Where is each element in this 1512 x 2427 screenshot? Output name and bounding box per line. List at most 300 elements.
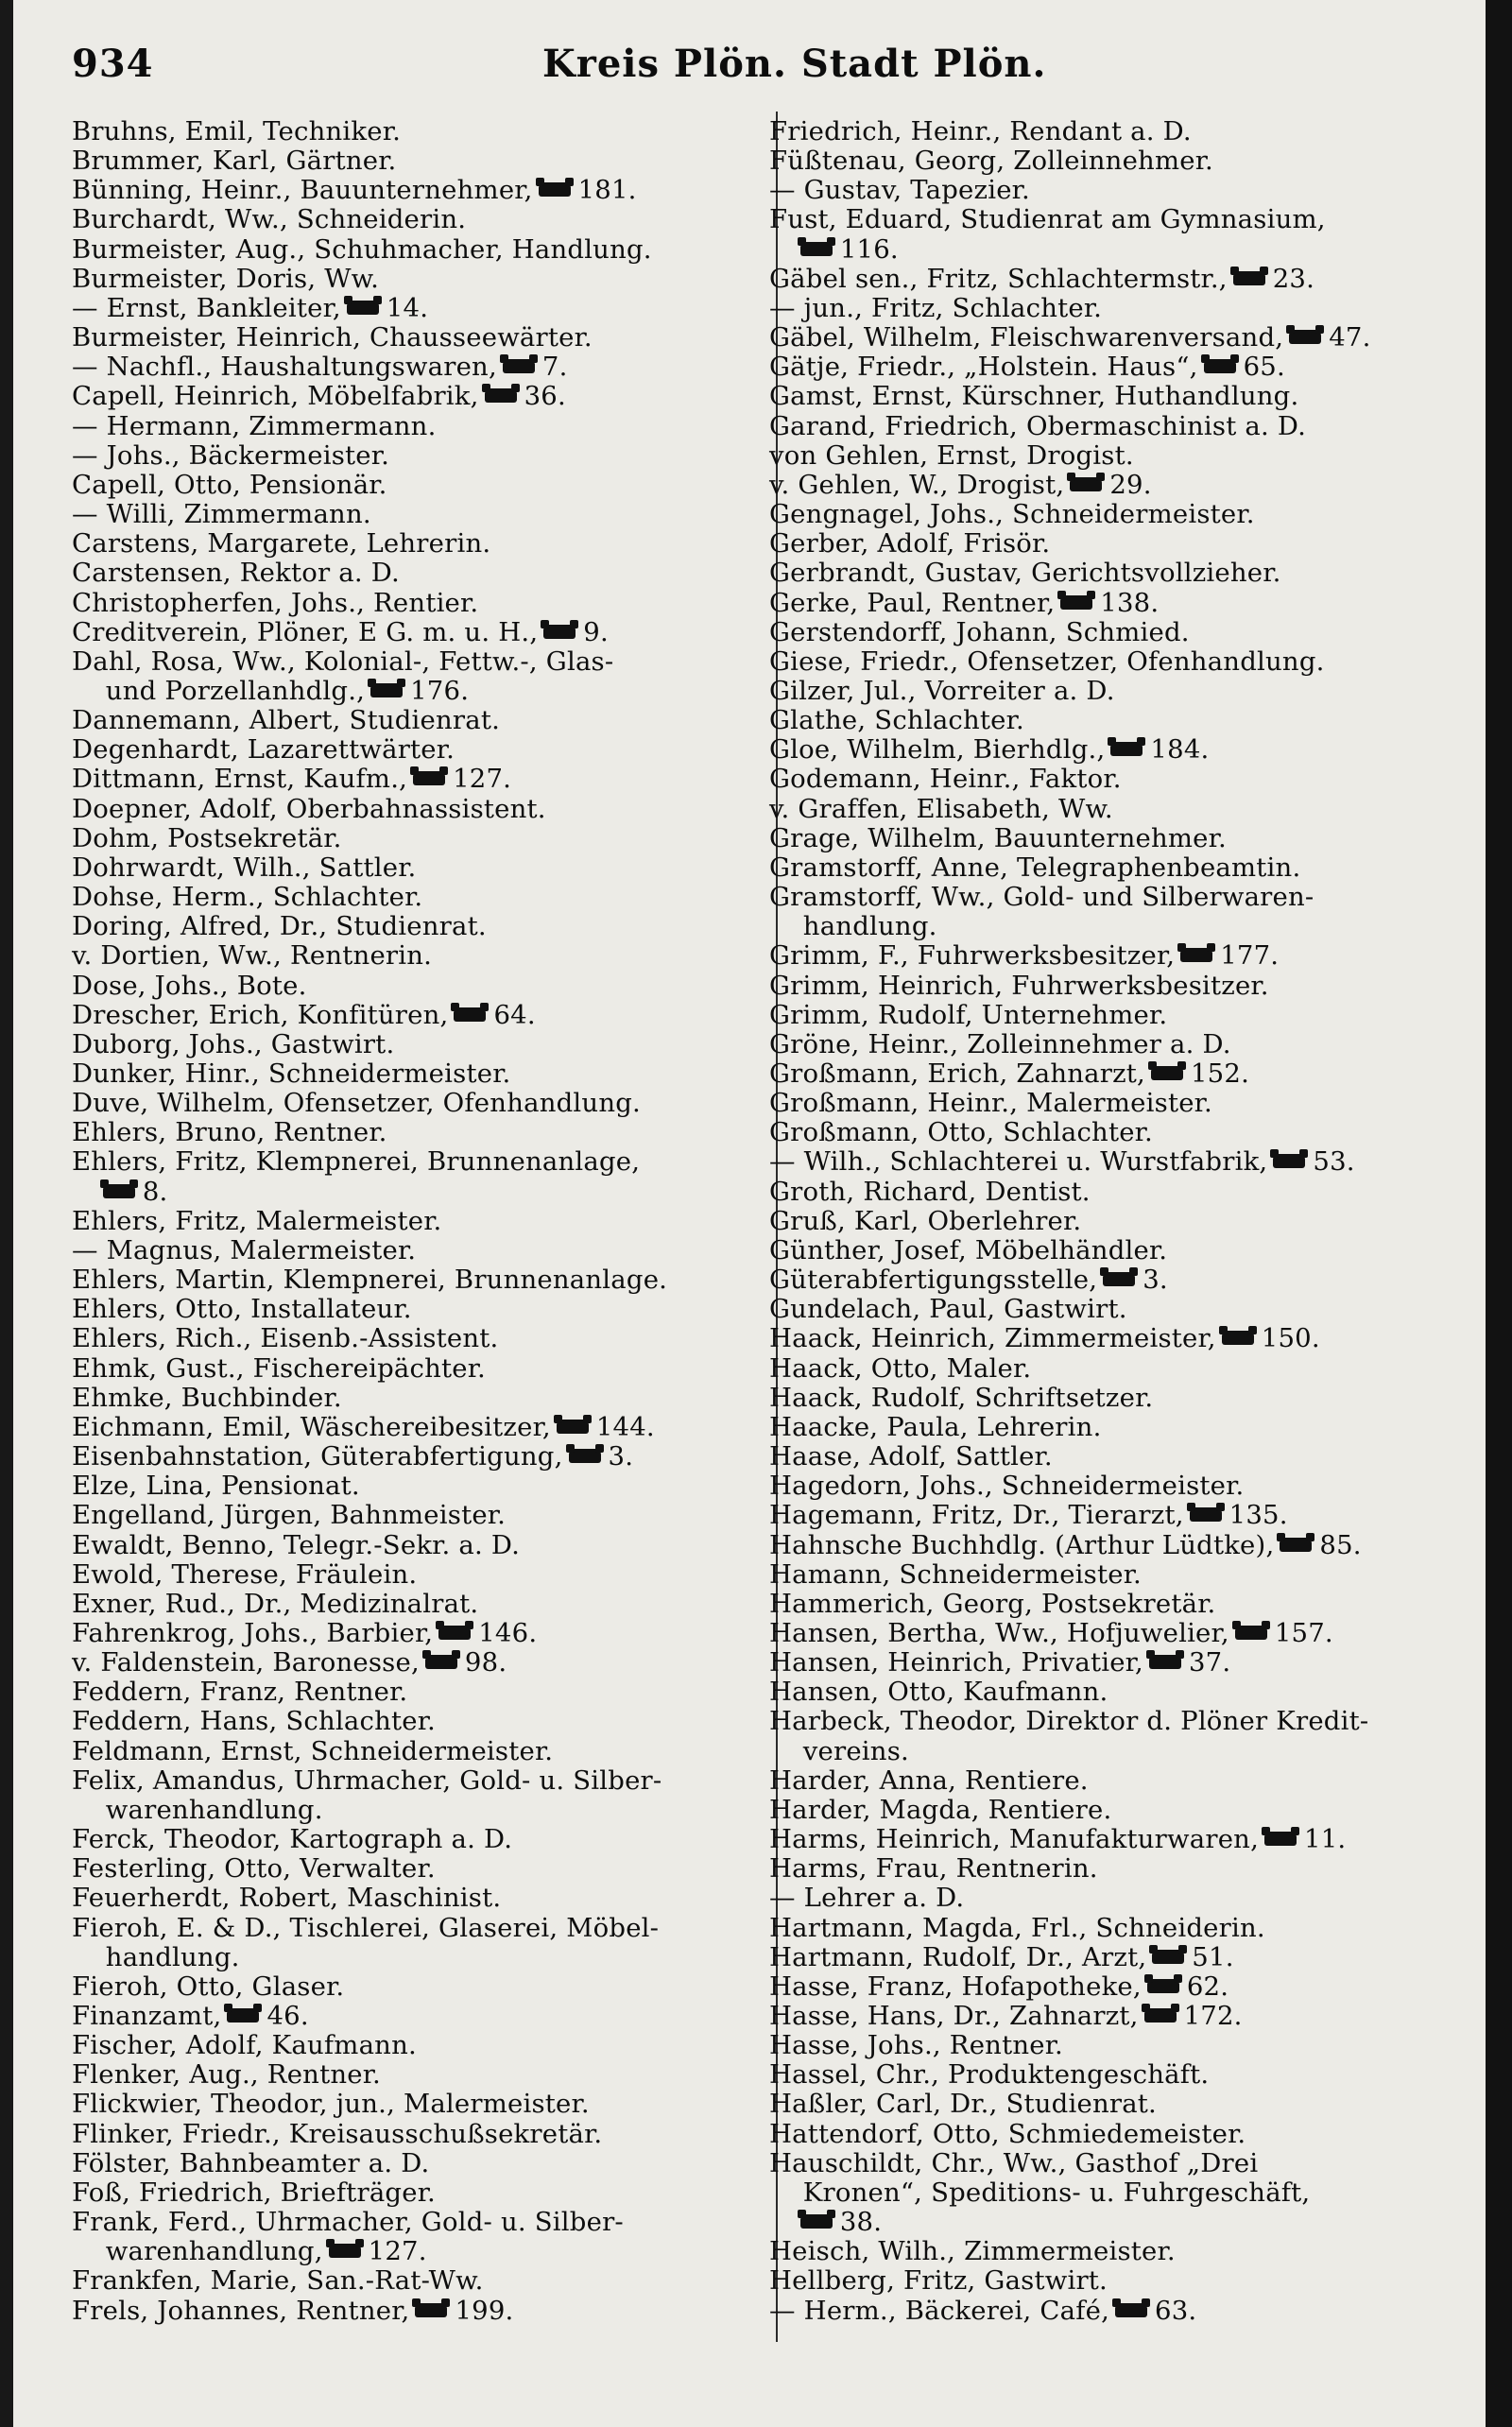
phone-number: 199. [455,2295,514,2326]
entry-text: Burmeister, Aug., Schuhmacher, Handlung. [72,233,652,265]
directory-entry [769,972,1455,1001]
entry-text: Hartmann, Rudolf, Dr., Arzt, [769,1941,1147,1972]
entry-text [769,234,795,265]
directory-entry [72,1678,752,1707]
entry-text: — Nachfl., Haushaltungswaren, [72,352,497,383]
directory-entry [769,441,1455,471]
directory-entry [769,117,1455,146]
phone-number: 62. [1186,1971,1229,2002]
phone-number: 8. [142,1176,168,1207]
directory-entry [72,353,752,382]
directory-entry [72,1943,752,1972]
directory-entry [72,1619,752,1648]
entry-text: Bünning, Heinr., Bauunternehmer, [72,175,533,206]
entry-text: Haacke, Paula, Lehrerin. [769,1411,1102,1442]
directory-entry [72,1560,752,1590]
directory-entry [769,706,1455,735]
phone-number: 181. [577,175,637,206]
telephone-icon [800,242,833,256]
directory-entry [72,1089,752,1118]
entry-text: Hassel, Chr., Produktengeschäft. [769,2059,1210,2091]
phone-number: 184. [1150,734,1210,766]
phone-number: 37. [1188,1647,1231,1678]
directory-entry [72,294,752,323]
telephone-icon [1147,1979,1179,1993]
telephone-icon [1149,1655,1181,1669]
directory-entry [769,1178,1455,1207]
directory-entry [769,1207,1455,1236]
entry-text: — Hermann, Zimmermann. [72,410,437,441]
entry-text: Groth, Richard, Dentist. [769,1176,1091,1207]
entry-text: Doring, Alfred, Dr., Studienrat. [72,911,487,942]
phone-number: 157. [1274,1617,1333,1648]
telephone-icon [1235,1626,1267,1640]
telephone-icon [543,625,576,639]
directory-entry [769,1384,1455,1413]
telephone-icon [1222,1331,1254,1345]
entry-text: handlung. [769,911,937,942]
entry-text: Hasse, Johs., Rentner. [769,2030,1063,2061]
entry-text: — Lehrer a. D. [769,1883,965,1914]
entry-text: Capell, Heinrich, Möbelfabrik, [72,381,479,412]
phone-number: 138. [1100,587,1160,618]
directory-entry [72,589,752,618]
entry-text: Hagemann, Fritz, Dr., Tierarzt, [769,1500,1184,1531]
directory-entry [72,735,752,765]
entry-text: Gäbel, Wilhelm, Fleischwarenversand, [769,322,1284,353]
phone-number: 146. [478,1617,538,1648]
entry-text: Gätje, Friedr., „Holstein. Haus“, [769,352,1198,383]
directory-entry [72,1884,752,1913]
directory-entry [72,2120,752,2149]
telephone-icon [1289,330,1321,344]
entry-text [72,1177,97,1207]
directory-entry [769,2266,1455,2296]
entry-text: Ewaldt, Benno, Telegr.-Sekr. a. D. [72,1529,521,1560]
directory-entry [72,1766,752,1796]
entry-text: Grage, Wilhelm, Bauunternehmer. [769,822,1227,853]
directory-entry [769,146,1455,176]
directory-entry [72,941,752,971]
directory-entry [72,1178,752,1207]
directory-entry [769,205,1455,234]
directory-entry [72,176,752,205]
entry-text: Harms, Frau, Rentnerin. [769,1853,1098,1885]
entry-text: Harms, Heinrich, Manufakturwaren, [769,1824,1260,1855]
directory-entry [72,2002,752,2031]
entry-text: Dohrwardt, Wilh., Sattler. [72,852,417,883]
entry-text: Burmeister, Doris, Ww. [72,263,380,294]
directory-entry [72,1147,752,1177]
directory-entry [769,1972,1455,2002]
directory-entry [72,1324,752,1353]
entry-text: Heisch, Wilh., Zimmermeister. [769,2236,1176,2267]
directory-entry [72,117,752,146]
entry-text: Füßtenau, Georg, Zolleinnehmer. [769,146,1213,177]
directory-entry [769,2178,1455,2208]
entry-text: Engelland, Jürgen, Bahnmeister. [72,1500,507,1531]
directory-entry [72,912,752,941]
entry-text: Ferck, Theodor, Kartograph a. D. [72,1824,513,1855]
entry-text: Großmann, Otto, Schlachter. [769,1117,1153,1148]
entry-text: Eisenbahnstation, Güterabfertigung, [72,1441,563,1472]
directory-entry [72,1295,752,1324]
directory-entry [72,146,752,176]
entry-text: v. Gehlen, W., Drogist, [769,469,1065,500]
directory-entry [769,1354,1455,1384]
directory-entry [72,2149,752,2178]
directory-entry [72,1354,752,1384]
directory-entry [72,1531,752,1560]
directory-entry [72,2208,752,2237]
page-number: 934 [72,42,154,86]
phone-number: 85. [1319,1529,1362,1560]
entry-text: — Willi, Zimmermann. [72,499,371,530]
phone-number: 127. [368,2236,427,2267]
directory-entry [72,1118,752,1147]
directory-entry [72,205,752,234]
entry-text: Carstensen, Rektor a. D. [72,558,400,589]
directory-entry [72,2297,752,2326]
directory-entry [72,559,752,588]
entry-text: Feddern, Hans, Schlachter. [72,1706,437,1737]
entry-text: Dahl, Rosa, Ww., Kolonial-, Fettw.-, Glas- [72,645,614,677]
running-head: Kreis Plön. Stadt Plön. [542,42,1047,86]
directory-entry [769,265,1455,294]
directory-entry [72,1737,752,1766]
book-edge-shadow [1486,0,1512,2427]
entry-text: Dannemann, Albert, Studienrat. [72,705,501,736]
entry-text: Eichmann, Emil, Wäschereibesitzer, [72,1411,551,1442]
telephone-icon [1144,2008,1177,2022]
telephone-icon [800,2214,833,2229]
entry-text: Christopherfen, Johs., Rentier. [72,587,479,618]
entry-text: Fölster, Bahnbeamter a. D. [72,2147,430,2178]
entry-text: Gerbrandt, Gustav, Gerichtsvollzieher. [769,558,1281,589]
phone-number: 150. [1261,1323,1320,1354]
telephone-icon [1110,742,1143,756]
phone-number: 11. [1304,1824,1347,1855]
entry-text: Gramstorff, Anne, Telegraphenbeamtin. [769,852,1301,883]
phone-number: 7. [541,352,568,383]
entry-text: Dunker, Hinr., Schneidermeister. [72,1059,511,1089]
entry-text: warenhandlung. [72,1794,323,1825]
entry-text: Frankfen, Marie, San.-Rat-Ww. [72,2265,484,2297]
directory-entry [72,2060,752,2090]
directory-entry [769,1884,1455,1913]
directory-entry [769,1472,1455,1501]
directory-entry [769,1648,1455,1678]
directory-entry [72,235,752,265]
entry-text: Günther, Josef, Möbelhändler. [769,1234,1168,1265]
entry-text: Hansen, Bertha, Ww., Hofjuwelier, [769,1617,1229,1648]
entry-text: Harder, Magda, Rentiere. [769,1794,1112,1825]
entry-text: Ehlers, Fritz, Klempnerei, Brunnenanlage, [72,1146,641,1178]
directory-entry [72,1030,752,1059]
phone-number: 135. [1228,1500,1288,1531]
phone-number: 3. [1143,1265,1168,1296]
directory-entry [769,677,1455,706]
directory-entry [72,441,752,471]
entry-text: Gengnagel, Johs., Schneidermeister. [769,499,1255,530]
directory-entry [769,2002,1455,2031]
entry-text: Ehlers, Bruno, Rentner. [72,1117,387,1148]
telephone-icon [1190,1507,1222,1522]
directory-entry [769,2060,1455,2090]
entry-text: Gloe, Wilhelm, Bierhdlg., [769,734,1106,766]
directory-entry [769,1413,1455,1442]
directory-entry [769,176,1455,205]
entry-text: Hasse, Franz, Hofapotheke, [769,1971,1142,2002]
directory-entry [769,647,1455,677]
directory-entry [72,1413,752,1442]
directory-entry [72,677,752,706]
entry-text: Giese, Friedr., Ofensetzer, Ofenhandlung. [769,645,1325,677]
entry-text: Burmeister, Heinrich, Chausseewärter. [72,322,593,353]
directory-entry [72,1972,752,2002]
directory-entry [769,1118,1455,1147]
directory-entry [769,1737,1455,1766]
directory-entry [72,2031,752,2060]
telephone-icon [1264,1832,1297,1846]
entry-text: Haack, Otto, Maler. [769,1352,1032,1384]
entry-text: Ewold, Therese, Fräulein. [72,1558,418,1590]
directory-entry [72,1590,752,1619]
entry-text: Ehlers, Martin, Klempnerei, Brunnenanlage. [72,1265,668,1296]
directory-entry [72,2237,752,2266]
directory-entry [769,824,1455,853]
directory-entry [769,235,1455,265]
directory-entry [769,1001,1455,1030]
entry-text: Frels, Johannes, Rentner, [72,2295,410,2326]
directory-entry [72,1707,752,1736]
directory-entry [72,1796,752,1825]
entry-text: Glathe, Schlachter. [769,705,1024,736]
entry-text: Gramstorff, Ww., Gold- und Silberwaren- [769,882,1314,913]
entry-text: Drescher, Erich, Konfitüren, [72,999,449,1030]
entry-text: Burchardt, Ww., Schneiderin. [72,204,467,235]
entry-text: Frank, Ferd., Uhrmacher, Gold- u. Silber- [72,2207,624,2238]
entry-text: Haack, Rudolf, Schriftsetzer. [769,1382,1154,1413]
directory-entry [769,1324,1455,1353]
telephone-icon [569,1449,601,1463]
directory-entry [72,2266,752,2296]
directory-entry [769,500,1455,529]
directory-entry [72,883,752,912]
telephone-icon [438,1626,471,1640]
directory-entry [72,1442,752,1472]
telephone-icon [347,301,379,315]
entry-text: Hasse, Hans, Dr., Zahnarzt, [769,2001,1139,2031]
entry-text: Dohm, Postsekretär. [72,822,342,853]
phone-number: 23. [1272,263,1315,294]
directory-entry [769,412,1455,441]
directory-entry [769,1766,1455,1796]
entry-text: Feuerherdt, Robert, Maschinist. [72,1883,502,1914]
phone-number: 51. [1192,1941,1234,1972]
entry-text: Flickwier, Theodor, jun., Malermeister. [72,2089,590,2120]
directory-entry [72,529,752,559]
directory-entry [769,1089,1455,1118]
directory-entry [769,1678,1455,1707]
directory-entry [72,265,752,294]
entry-text: Ehlers, Rich., Eisenb.-Assistent. [72,1323,499,1354]
telephone-icon [227,2008,259,2022]
entry-text: Kronen“, Speditions- u. Fuhrgeschäft, [769,2177,1311,2208]
directory-entry [769,1501,1455,1530]
entry-text: Hamann, Schneidermeister. [769,1558,1142,1590]
entry-text: v. Faldenstein, Baronesse, [72,1647,420,1678]
directory-entry [72,500,752,529]
phone-number: 177. [1220,940,1280,972]
directory-entry [769,1707,1455,1736]
directory-entry [769,1265,1455,1295]
entry-text: Gamst, Ernst, Kürschner, Huthandlung. [769,381,1299,412]
entry-text: Garand, Friedrich, Obermaschinist a. D. [769,410,1307,441]
directory-entry [769,2237,1455,2266]
entry-text: Foß, Friedrich, Briefträger. [72,2177,436,2208]
entry-text: Capell, Otto, Pensionär. [72,469,387,500]
phone-number: 3. [608,1441,634,1472]
entry-text: Doepner, Adolf, Oberbahnassistent. [72,793,546,824]
directory-entry [72,1825,752,1854]
telephone-icon [1115,2303,1147,2317]
phone-number: 144. [595,1411,655,1442]
entry-text: Elze, Lina, Pensionat. [72,1471,360,1502]
directory-entry [72,618,752,647]
entry-text: — Wilh., Schlachterei u. Wurstfabrik, [769,1146,1268,1178]
directory-entry [769,382,1455,411]
entry-text: Duborg, Johs., Gastwirt. [72,1028,395,1059]
entry-text: Gerstendorff, Johann, Schmied. [769,616,1190,647]
directory-entry [769,1295,1455,1324]
telephone-icon [1151,1066,1183,1080]
directory-entry [769,912,1455,941]
directory-entry [769,294,1455,323]
entry-text: Hansen, Heinrich, Privatier, [769,1647,1143,1678]
directory-entry [769,323,1455,353]
entry-text: warenhandlung, [72,2236,323,2267]
entry-text: Feddern, Franz, Rentner. [72,1677,408,1708]
entry-text: — Magnus, Malermeister. [72,1234,417,1265]
entry-text: Großmann, Erich, Zahnarzt, [769,1059,1145,1089]
telephone-icon [503,359,535,373]
entry-text: Hagedorn, Johs., Schneidermeister. [769,1471,1245,1502]
entry-text: Hartmann, Magda, Frl., Schneiderin. [769,1912,1265,1943]
telephone-icon [1060,595,1092,610]
entry-text: Brummer, Karl, Gärtner. [72,146,397,177]
telephone-icon [1204,359,1236,373]
directory-entry [769,2120,1455,2149]
directory-entry [72,2178,752,2208]
entry-text: Degenhardt, Lazarettwärter. [72,734,455,766]
entry-text: Güterabfertigungsstelle, [769,1265,1098,1296]
directory-entry [72,1384,752,1413]
entry-text: Gruß, Karl, Oberlehrer. [769,1205,1082,1236]
entry-text: Fahrenkrog, Johs., Barbier, [72,1617,434,1648]
entry-text: Hahnsche Buchhdlg. (Arthur Lüdtke), [769,1529,1275,1560]
directory-entry [72,1501,752,1530]
entry-text: Exner, Rud., Dr., Medizinalrat. [72,1588,479,1619]
phone-number: 14. [386,292,429,323]
telephone-icon [103,1184,135,1198]
entry-text: Creditverein, Plöner, E G. m. u. H., [72,616,539,647]
directory-entry [769,1560,1455,1590]
entry-text: Großmann, Heinr., Malermeister. [769,1088,1212,1119]
entry-text: Haßler, Carl, Dr., Studienrat. [769,2089,1158,2120]
phone-number: 9. [583,616,609,647]
directory-entry [72,1854,752,1884]
entry-text [769,2207,795,2237]
phone-number: 36. [524,381,566,412]
directory-entry [769,795,1455,824]
entry-text: von Gehlen, Ernst, Drogist. [769,439,1134,471]
right-column [769,117,1455,2326]
directory-entry [72,647,752,677]
directory-entry [72,471,752,500]
directory-entry [769,1059,1455,1089]
telephone-icon [1070,477,1102,491]
directory-entry [769,765,1455,794]
entry-text: Finanzamt, [72,2001,222,2031]
directory-entry [769,883,1455,912]
directory-entry [769,559,1455,588]
entry-text: Flenker, Aug., Rentner. [72,2059,381,2091]
telephone-icon [415,2303,447,2317]
entry-text: Carstens, Margarete, Lehrerin. [72,528,491,559]
entry-text: Gröne, Heinr., Zolleinnehmer a. D. [769,1028,1231,1059]
entry-text: — Gustav, Tapezier. [769,175,1030,206]
entry-text: Hellberg, Fritz, Gastwirt. [769,2265,1108,2297]
directory-entry [769,353,1455,382]
directory-entry [769,1590,1455,1619]
telephone-icon [1280,1538,1312,1552]
directory-entry [72,824,752,853]
directory-entry [72,765,752,794]
phone-number: 176. [410,675,470,706]
directory-entry [72,412,752,441]
telephone-icon [485,388,517,403]
entry-text: Grimm, Rudolf, Unternehmer. [769,999,1168,1030]
directory-entry [72,1472,752,1501]
directory-entry [769,2149,1455,2178]
directory-entry [769,2090,1455,2119]
directory-entry [72,1265,752,1295]
entry-text: Grimm, F., Fuhrwerksbesitzer, [769,940,1176,972]
telephone-icon [413,771,445,785]
directory-entry [769,2031,1455,2060]
entry-text: Friedrich, Heinr., Rendant a. D. [769,116,1192,146]
entry-text: Feldmann, Ernst, Schneidermeister. [72,1735,554,1766]
directory-entry [72,972,752,1001]
directory-entry [72,1914,752,1943]
directory-entry [769,2297,1455,2326]
directory-entry [72,853,752,883]
telephone-icon [1103,1272,1135,1286]
left-column [72,117,752,2326]
entry-text: Haack, Heinrich, Zimmermeister, [769,1323,1216,1354]
entry-text: handlung. [72,1941,240,1972]
entry-text: Dohse, Herm., Schlachter. [72,882,423,913]
directory-entry [72,1059,752,1089]
directory-entry [769,1030,1455,1059]
directory-entry [72,2090,752,2119]
phone-number: 46. [266,2001,309,2031]
entry-text: — Ernst, Bankleiter, [72,292,341,323]
entry-text: Godemann, Heinr., Faktor. [769,764,1122,795]
directory-entry [72,1648,752,1678]
phone-number: 98. [464,1647,507,1678]
